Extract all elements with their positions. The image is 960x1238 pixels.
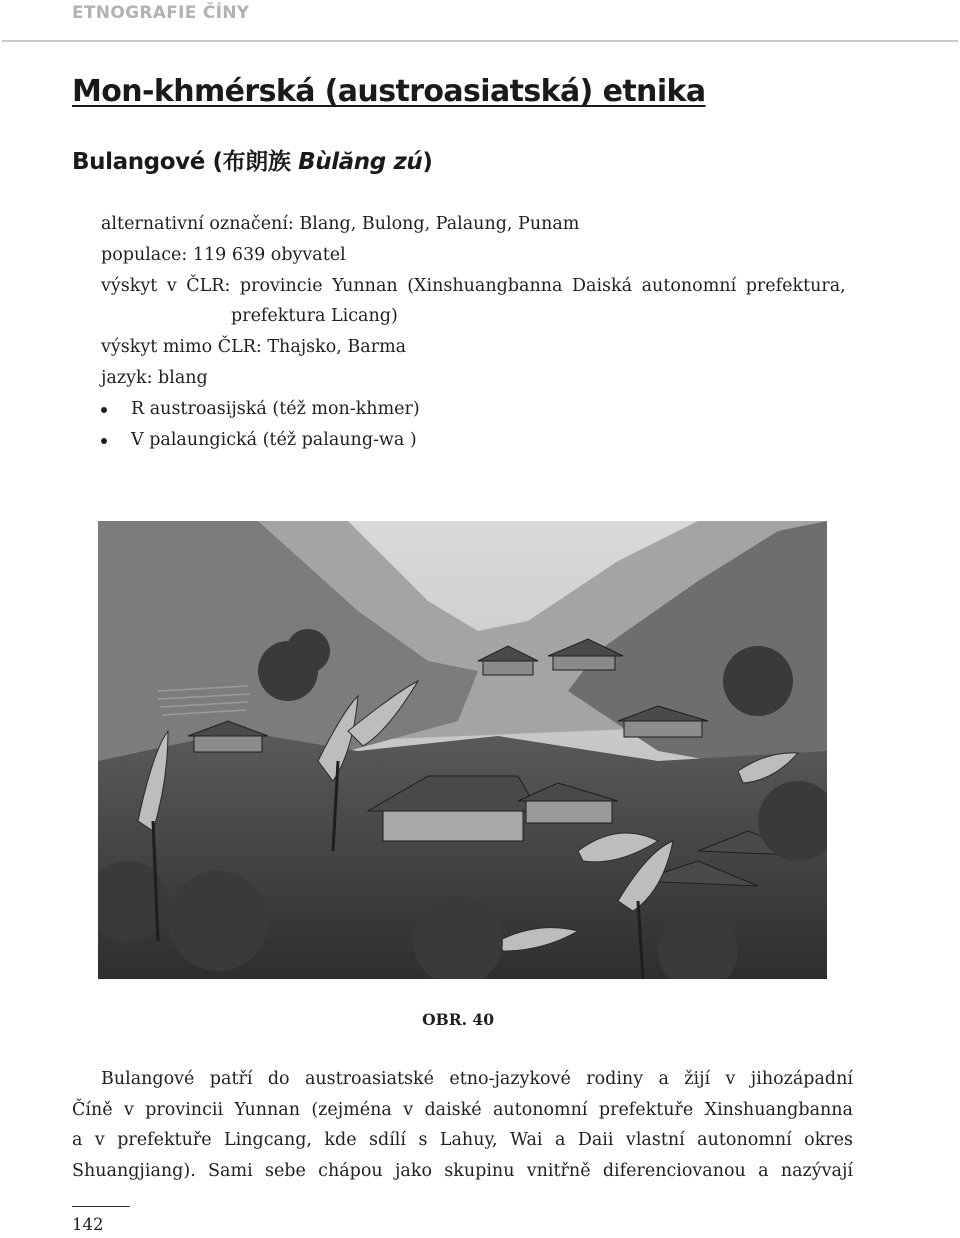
facts-list [101,209,846,455]
fact-occurrence: výskyt v ČLR: provincie Yunnan (Xinshuangbanna Daiská autonomní prefektura, [101,275,846,296]
fact-occurrence-cont: prefektura Licang) [231,306,398,327]
section-romanized: Bùlăng zú [298,149,423,175]
body-paragraph [72,1064,853,1187]
fact-alt-names: alternativní označení: Blang, Bulong, Palaung, Punam [101,214,580,234]
body-line: Shuangjiang). Sami sebe chápou jako skupinu vnitřně diferenciovanou a nazývají [72,1161,853,1182]
body-line: Bulangové patří do austroasiatské etno-jazykové rodiny a žijí v jihozápadní [101,1069,853,1089]
running-head: ETNOGRAFIE ČÍNY [72,3,250,23]
fact-lang-family: R austroasijská (též mon-khmer) [101,394,846,425]
body-line: a v prefektuře Lingcang, kde sdílí s Lahuy, Wai a Daii vlastní autonomní okres [72,1130,853,1151]
header-rule [2,40,958,42]
section-chinese: 布朗族 [222,149,291,175]
chapter-title: Mon-khmérská (austroasiatská) etnika [72,74,706,109]
footer-rule [72,1206,130,1207]
section-title [72,143,433,176]
body-line: Číně v provincii Yunnan (zejména v daiské autonomní prefektuře Xinshuangbanna [72,1099,853,1120]
section-close: ) [422,149,433,175]
page-number: 142 [72,1215,104,1234]
village-photo [98,521,827,979]
fact-outside: výskyt mimo ČLR: Thajsko, Barma [101,337,407,358]
fact-population: populace: 119 639 obyvatel [101,244,346,265]
fact-lang-branch: V palaungická (též palaung-wa ) [101,425,846,456]
section-name: Bulangové ( [72,149,223,175]
fact-language: jazyk: blang [101,367,208,388]
figure-caption: OBR. 40 [422,1010,494,1029]
